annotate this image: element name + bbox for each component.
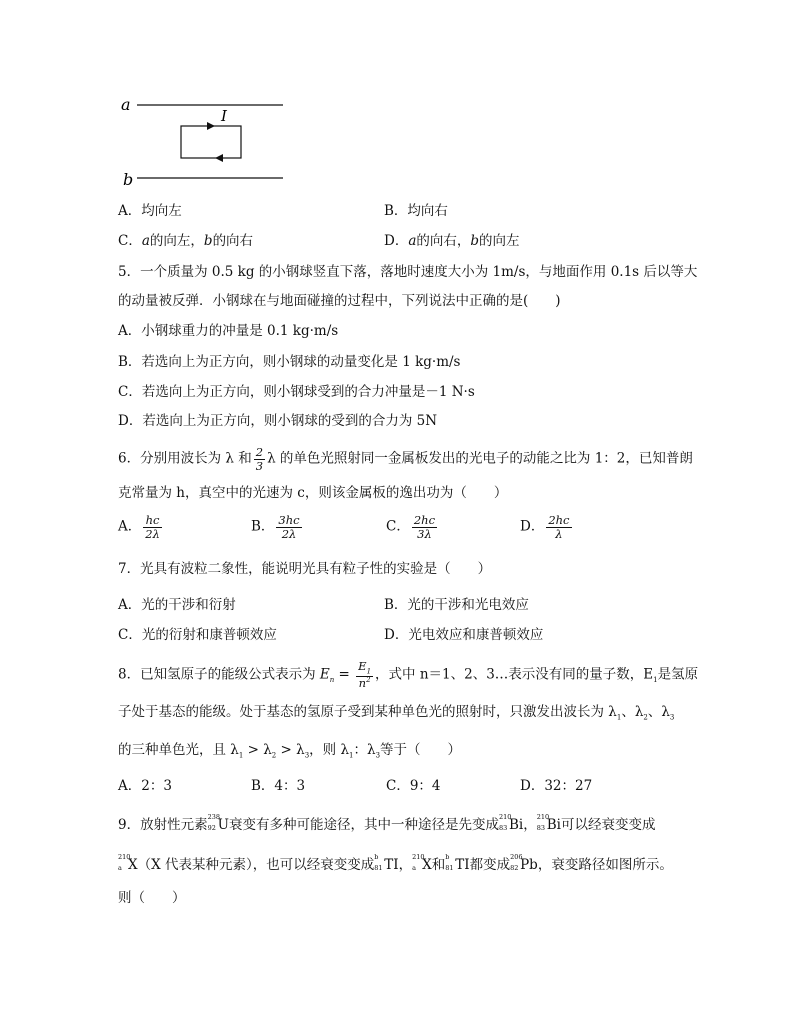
q9-stem-line1: 9．放射性元素 238 92 U衰变有多种可能途径，其中一种途径是先变成 210 83 Bi， 210 83 Bi可以经衰变变成 <box>118 813 656 833</box>
arrow-right-icon <box>207 122 215 130</box>
q9-stem-line2: 210 a X（X 代表某种元素），也可以经衰变变成 b 81 TI， 210 a X和 b 81 TI都变成 206 82 Pb，衰变路径如图所示。 <box>118 853 673 873</box>
q4-option-a: A．均向左 <box>118 203 182 219</box>
q7-option-d: D．光电效应和康普顿效应 <box>384 627 544 643</box>
q6-option-c: C． $\frac{2hc}{3\lambda}$ <box>386 513 436 541</box>
q8-option-c: C．9：4 <box>386 778 441 794</box>
q8-stem-line3: 的三种单色光，且 $\lambda_1 > \lambda_2 > \lambda_3$，则 $\lambda_1$：$\lambda_3$等于（ ） <box>118 742 462 760</box>
q7-stem: 7．光具有波粒二象性，能说明光具有粒子性的实验是（ ） <box>118 561 492 577</box>
q8-energy-fraction: $\frac{E_1}{n^2}$ <box>358 659 372 690</box>
q9-stem-line3: 则（ ） <box>118 890 186 906</box>
current-loop <box>181 126 241 158</box>
arrow-left-icon <box>215 154 223 162</box>
q6-option-a: A． $\frac{hc}{2\lambda}$ <box>118 513 160 541</box>
q6-stem-line2: 克常量为 h，真空中的光速为 c，则该金属板的逸出功为（ ） <box>118 485 508 501</box>
rail-b-label: b <box>123 170 134 189</box>
q6-option-d: D． $\frac{2hc}{\lambda}$ <box>520 513 570 541</box>
q5-option-a: A．小钢球重力的冲量是 0.1 kg·m/s <box>118 323 339 339</box>
q5-stem-line2: 的动量被反弹．小钢球在与地面碰撞的过程中，下列说法中正确的是( ) <box>118 293 561 309</box>
q8-option-b: B．4：3 <box>251 778 306 794</box>
rail-a-label: a <box>121 95 131 114</box>
q6-fraction: $\frac{2}{3}$ <box>255 445 264 473</box>
q7-option-c: C．光的衍射和康普顿效应 <box>118 627 277 643</box>
q5-option-d: D．若选向上为正方向，则小钢球的受到的合力为 5N <box>118 413 438 429</box>
q4-option-d: D．a的向右，b的向左 <box>384 233 520 249</box>
q4-option-c: C．a的向左，b的向右 <box>118 233 254 249</box>
q7-option-a: A．光的干涉和衍射 <box>118 597 236 613</box>
q8-option-d: D．32：27 <box>520 778 593 794</box>
q5-stem-line1: 5．一个质量为 0.5 kg 的小钢球竖直下落，落地时速度大小为 1m/s，与地面作用 0.1s 后以等大 <box>118 264 698 280</box>
q6-option-b: B． $\frac{3hc}{2\lambda}$ <box>251 513 300 541</box>
current-loop-figure <box>115 92 295 192</box>
q8-stem-line1: 8．已知氢原子的能级公式表示为 $E_n$ = $\frac{E_1}{n^2}$ ，式中 n＝1、2、3…表示没有同的量子数，$E_1$是氢原 <box>118 659 699 690</box>
q7-option-b: B．光的干涉和光电效应 <box>384 597 529 613</box>
q6-stem-line1: 6．分别用波长为 λ 和 $\frac{2}{3}$ λ 的单色光照射同一金属板发出的光电子的动能之比为 1：2，已知普朗 <box>118 445 693 473</box>
current-label: I <box>221 107 227 125</box>
q5-option-b: B．若选向上为正方向，则小钢球的动量变化是 1 kg·m/s <box>118 354 461 370</box>
q5-option-c: C．若选向上为正方向，则小钢球受到的合力冲量是－1 N·s <box>118 384 475 400</box>
q4-option-b: B．均向右 <box>384 203 448 219</box>
q8-option-a: A．2：3 <box>118 778 172 794</box>
q8-stem-line2: 子处于基态的能级。处于基态的氢原子受到某种单色光的照射时，只激发出波长为 $\lambda_1$、$\lambda_2$、$\lambda_3$ <box>118 704 675 722</box>
